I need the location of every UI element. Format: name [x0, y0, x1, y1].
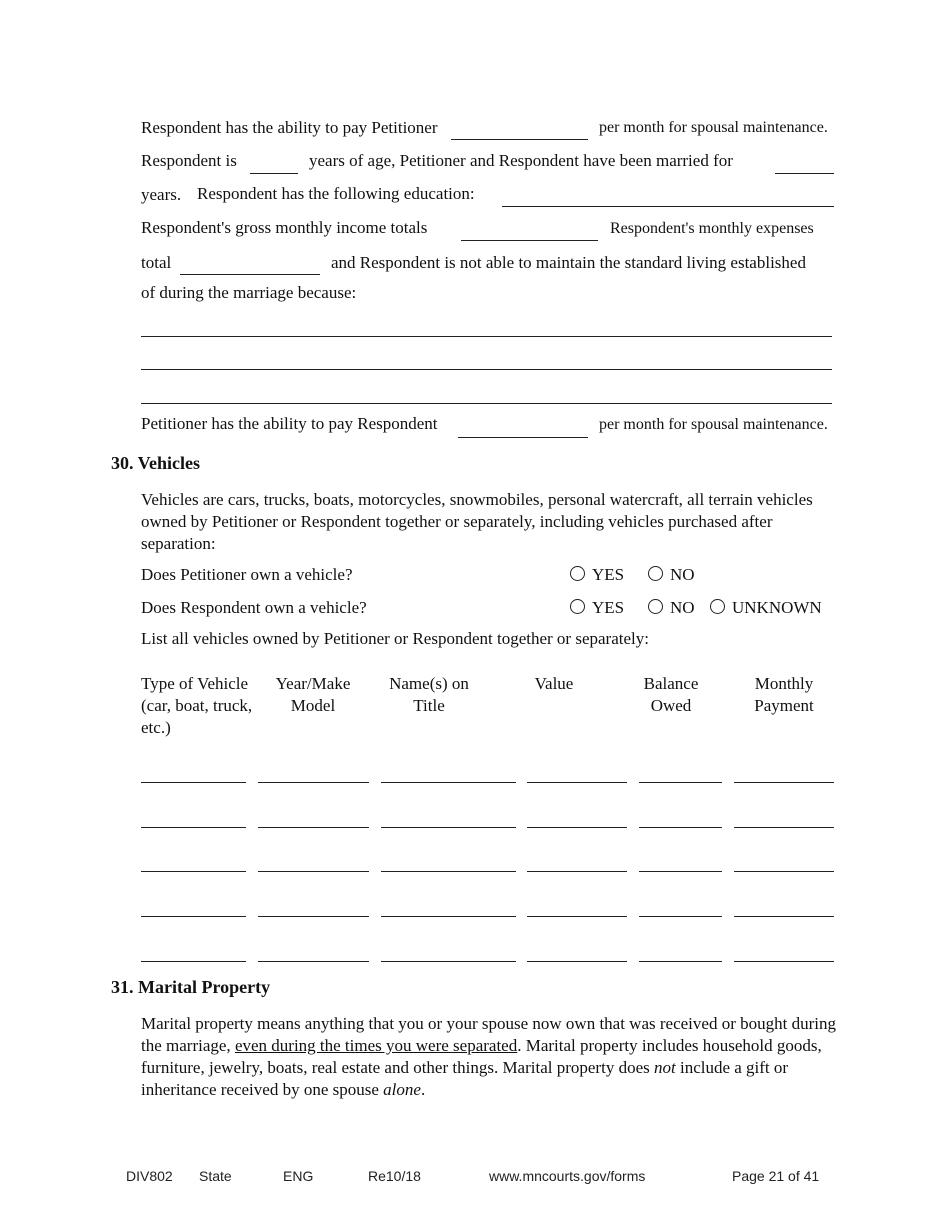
marital-text-italic-alone: alone	[383, 1080, 421, 1099]
vehicle-balance-field[interactable]	[639, 916, 722, 917]
resp-ability-label: Respondent has the ability to pay Petitioner	[141, 118, 438, 137]
col-header-balance-owed: Balance Owed	[643, 674, 699, 715]
respondent-vehicle-question: Does Respondent own a vehicle?	[141, 598, 367, 617]
pet-pay-amount-field[interactable]	[458, 437, 588, 438]
pet-ability-label: Petitioner has the ability to pay Respondent	[141, 414, 438, 433]
marital-property-heading: 31. Marital Property	[111, 977, 271, 997]
footer-language: ENG	[283, 1168, 314, 1184]
resp-age-field[interactable]	[250, 173, 298, 174]
vehicle-type-field[interactable]	[141, 782, 246, 783]
col-header-monthly-payment: Monthly Payment	[754, 674, 814, 715]
resp-education-label: Respondent has the following education:	[197, 184, 475, 203]
vehicle-type-field[interactable]	[141, 961, 246, 962]
option-label: YES	[592, 598, 625, 617]
standard-living-label: and Respondent is not able to maintain the standard living established	[331, 253, 806, 272]
footer-state: State	[199, 1168, 232, 1184]
married-years-label: years of age, Petitioner and Respondent have been married for	[309, 151, 733, 170]
vehicle-year-make-field[interactable]	[258, 961, 369, 962]
resp-income-field[interactable]	[461, 240, 598, 241]
marital-text-period: .	[420, 1080, 426, 1099]
vehicle-year-make-field[interactable]	[258, 827, 369, 828]
radio-icon[interactable]	[710, 599, 725, 614]
option-label: UNKNOWN	[732, 598, 822, 617]
petitioner-no-option[interactable]	[648, 565, 695, 585]
reason-line-3[interactable]	[141, 403, 832, 404]
vehicle-payment-field[interactable]	[734, 916, 834, 917]
vehicle-payment-field[interactable]	[734, 961, 834, 962]
vehicle-year-make-field[interactable]	[258, 871, 369, 872]
col-header-type: Type of Vehicle (car, boat, truck, etc.)	[141, 674, 253, 737]
vehicle-title-names-field[interactable]	[381, 782, 516, 783]
radio-icon[interactable]	[648, 566, 663, 581]
resp-expenses-field[interactable]	[180, 274, 320, 275]
marital-text-part: Marital property means anything that you or your spouse now own that was received or bought during the marriage,	[141, 1014, 836, 1055]
respondent-yes-option[interactable]	[570, 598, 624, 618]
resp-pay-amount-field[interactable]	[451, 139, 588, 140]
marital-text-part: . Marital property includes household goods, furniture, jewelry, boats, real estate and other things. Marital property does	[141, 1036, 822, 1077]
pet-ability-suffix: per month for spousal maintenance.	[599, 416, 828, 433]
option-label: YES	[592, 565, 625, 584]
respondent-no-option[interactable]	[648, 598, 695, 618]
marital-text-underlined: even during the times you were separated	[234, 1036, 518, 1055]
footer-url[interactable]: www.mncourts.gov/forms	[489, 1168, 646, 1184]
vehicle-value-field[interactable]	[527, 961, 627, 962]
because-label: of during the marriage because:	[141, 283, 357, 302]
vehicle-value-field[interactable]	[527, 827, 627, 828]
vehicle-type-field[interactable]	[141, 871, 246, 872]
vehicle-balance-field[interactable]	[639, 827, 722, 828]
resp-expenses-label: Respondent's monthly expenses	[610, 220, 814, 237]
col-header-value: Value	[534, 674, 574, 693]
option-label: NO	[670, 598, 695, 617]
vehicle-year-make-field[interactable]	[258, 782, 369, 783]
col-header-year-make: Year/Make Model	[275, 674, 351, 715]
option-label: NO	[670, 565, 695, 584]
marital-text-italic-not: not	[653, 1058, 676, 1077]
reason-line-1[interactable]	[141, 336, 832, 337]
vehicle-balance-field[interactable]	[639, 961, 722, 962]
vehicle-payment-field[interactable]	[734, 782, 834, 783]
vehicle-year-make-field[interactable]	[258, 916, 369, 917]
vehicle-payment-field[interactable]	[734, 827, 834, 828]
radio-icon[interactable]	[570, 599, 585, 614]
col-header-names-on-title: Name(s) on Title	[389, 674, 469, 715]
years-label: years.	[141, 185, 182, 204]
resp-ability-suffix: per month for spousal maintenance.	[599, 119, 828, 136]
total-label: total	[141, 253, 172, 272]
vehicle-value-field[interactable]	[527, 916, 627, 917]
vehicle-type-field[interactable]	[141, 827, 246, 828]
vehicles-heading: 30. Vehicles	[111, 453, 201, 473]
radio-icon[interactable]	[648, 599, 663, 614]
resp-age-label: Respondent is	[141, 151, 237, 170]
vehicle-value-field[interactable]	[527, 782, 627, 783]
footer-form-number: DIV802	[126, 1168, 173, 1184]
vehicle-payment-field[interactable]	[734, 871, 834, 872]
vehicle-title-names-field[interactable]	[381, 827, 516, 828]
married-years-field[interactable]	[775, 173, 834, 174]
vehicle-title-names-field[interactable]	[381, 871, 516, 872]
vehicles-intro: Vehicles are cars, trucks, boats, motorcycles, snowmobiles, personal watercraft, all terrain vehicles owned by Petitioner or Respondent together or separately, including vehicles purchased after separation:	[141, 490, 813, 553]
resp-education-field[interactable]	[502, 206, 834, 207]
footer-page-number: Page 21 of 41	[732, 1168, 820, 1184]
marital-text-part: include a gift or inheritance received by one spouse	[141, 1058, 789, 1099]
vehicle-value-field[interactable]	[527, 871, 627, 872]
vehicle-title-names-field[interactable]	[381, 961, 516, 962]
footer-revision: Re10/18	[368, 1168, 421, 1184]
marital-property-text	[141, 1013, 841, 1101]
vehicle-title-names-field[interactable]	[381, 916, 516, 917]
vehicle-type-field[interactable]	[141, 916, 246, 917]
vehicle-balance-field[interactable]	[639, 782, 722, 783]
petitioner-yes-option[interactable]	[570, 565, 624, 585]
vehicles-list-prompt: List all vehicles owned by Petitioner or Respondent together or separately:	[141, 629, 649, 648]
resp-income-label: Respondent's gross monthly income totals	[141, 218, 428, 237]
petitioner-vehicle-question: Does Petitioner own a vehicle?	[141, 565, 353, 584]
respondent-unknown-option[interactable]	[710, 598, 822, 618]
radio-icon[interactable]	[570, 566, 585, 581]
reason-line-2[interactable]	[141, 369, 832, 370]
vehicle-balance-field[interactable]	[639, 871, 722, 872]
